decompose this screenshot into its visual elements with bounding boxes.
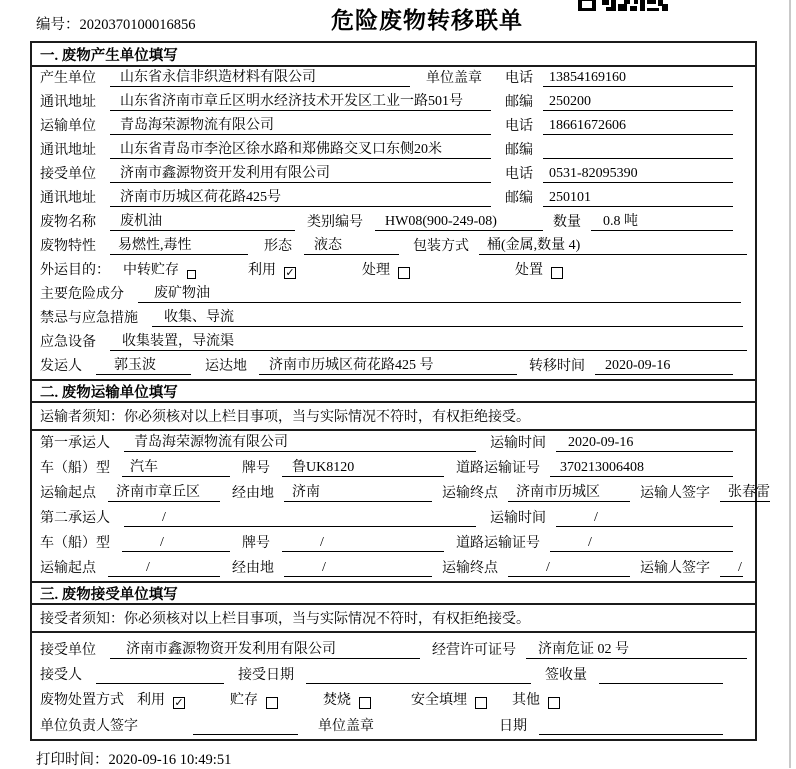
address-label: 通讯地址 [40,95,96,110]
carrier-sign-2-value: / [720,560,743,577]
destination-label: 运达地 [205,359,247,374]
producer-zip-value: 250200 [543,94,733,111]
accept-date-value [306,668,531,684]
accept-unit-value: 济南市鑫源物资开发利用有限公司 [110,638,420,659]
disposal-option-other [512,689,560,709]
purpose-option-dispose [515,259,563,279]
first-carrier-value: 青岛海荣源物流有限公司 [124,431,476,452]
row-disposal-method [32,688,755,713]
date-value [539,719,723,735]
checkbox-incinerate [359,697,371,709]
row-waste-character [32,235,755,259]
vehicle-type-value: 汽车 [122,456,230,477]
manifest-form [30,41,770,741]
zip-label: 邮编 [505,191,533,206]
consignor-value: 郭玉波 [96,354,191,375]
row-vehicle-1 [32,456,755,481]
second-carrier-value: / [124,510,476,527]
disposal-option-store [230,689,278,709]
checkbox-store [266,697,278,709]
second-carrier-label: 第二承运人 [40,511,110,526]
waste-name-value: 废机油 [110,210,295,231]
receiver-phone-value: 0531-82095390 [543,166,733,183]
row-receiver-unit [32,163,755,187]
via-2-value: / [284,560,432,577]
destination-value: 济南市历城区荷花路425 号 [259,354,517,375]
phone-label: 电话 [505,71,533,86]
origin-label: 运输起点 [40,486,96,501]
producer-unit-label: 产生单位 [40,71,96,86]
plate-no-2-value: / [282,535,444,552]
address-label: 通讯地址 [40,191,96,206]
acceptor-value [96,668,224,684]
emergency-equipment-value: 收集装置，导流渠 [110,330,747,351]
row-receiver-address [32,187,755,211]
row-emergency-measures [32,307,755,331]
vehicle-type-label: 车（船）型 [40,461,110,476]
receipt-qty-label: 签收量 [545,668,587,683]
packing-value: 桶(金属,数量 4) [479,234,747,255]
receiver-zip-value: 250101 [543,190,733,207]
row-second-carrier [32,506,755,531]
transport-time-label: 运输时间 [490,511,546,526]
row-route-2 [32,556,755,581]
qr-code-icon [578,0,668,11]
transport-time-2-value: / [556,510,733,527]
transport-time-label: 运输时间 [490,436,546,451]
transport-phone-value: 18661672606 [543,118,733,135]
endpoint-2-value: / [508,560,630,577]
row-hazard-component [32,283,755,307]
row-transport-address [32,139,755,163]
producer-address-value: 山东省济南市章丘区明水经济技术开发区工业一路501号 [110,90,491,111]
option-label: 利用 [248,263,276,278]
hazard-component-label: 主要危险成分 [40,287,124,302]
hazard-component-value: 废矿物油 [138,282,741,303]
carrier-sign-value: 张春雷 [720,481,770,502]
transport-unit-value: 青岛海荣源物流有限公司 [110,114,491,135]
unit-seal-label: 单位盖章 [426,71,482,86]
row-producer-address [32,91,755,115]
row-waste-name [32,211,755,235]
via-label: 经由地 [232,486,274,501]
row-consignor [32,355,755,379]
option-label: 处理 [362,263,390,278]
option-label: 贮存 [230,693,258,708]
zip-label: 邮编 [505,95,533,110]
packing-label: 包装方式 [413,239,469,254]
vehicle-type-label: 车（船）型 [40,536,110,551]
waste-character-label: 废物特性 [40,239,96,254]
accept-unit-label: 接受单位 [40,643,96,658]
address-label: 通讯地址 [40,143,96,158]
checkbox-utilize: ✓ [174,696,184,709]
doc-number-label: 编号： [36,17,80,33]
unit-seal-label: 单位盖章 [318,719,374,734]
business-permit-label: 经营许可证号 [432,643,516,658]
carrier-sign-label: 运输人签字 [640,486,710,501]
row-first-carrier [32,431,755,456]
emergency-measures-label: 禁忌与应急措施 [40,311,138,326]
receiver-unit-value: 济南市鑫源物资开发利用有限公司 [110,162,491,183]
plate-no-value: 鲁UK8120 [282,456,444,477]
receiver-address-value: 济南市历城区荷花路425号 [110,186,491,207]
disposal-method-label: 废物处置方式 [40,693,124,708]
row-transfer-purpose [32,259,755,283]
endpoint-value: 济南市历城区 [508,481,630,502]
option-label: 焚烧 [323,693,351,708]
plate-no-label: 牌号 [242,536,270,551]
consignor-label: 发运人 [40,359,82,374]
emergency-measures-value: 收集、导流 [152,306,743,327]
section-3-header: 三. 废物接受单位填写 [32,581,755,605]
via-value: 济南 [284,481,432,502]
option-label: 利用 [137,693,165,708]
transport-time-value: 2020-09-16 [556,435,733,452]
checkbox-dispose [551,267,563,279]
phone-label: 电话 [505,167,533,182]
road-permit-value: 370213006408 [550,460,733,477]
transfer-time-value: 2020-09-16 [595,358,733,375]
print-time [36,748,796,769]
transport-zip-value [543,143,733,159]
via-label: 经由地 [232,561,274,576]
purpose-option-utilize [248,259,296,279]
road-permit-label: 道路运输证号 [456,536,540,551]
print-time-label: 打印时间： [36,752,109,768]
producer-phone-value: 13854169160 [543,70,733,87]
endpoint-label: 运输终点 [442,486,498,501]
origin-label: 运输起点 [40,561,96,576]
waste-name-label: 废物名称 [40,215,96,230]
form-state-value: 液态 [304,234,399,255]
origin-2-value: / [108,560,220,577]
category-code-label: 类别编号 [307,215,363,230]
emergency-equipment-label: 应急设备 [40,335,96,350]
origin-value: 济南市章丘区 [108,481,220,502]
purpose-option-storage [123,259,196,279]
row-accept-unit [32,633,755,663]
business-permit-value: 济南危证 02 号 [526,638,747,659]
carrier-sign-label: 运输人签字 [640,561,710,576]
transport-unit-label: 运输单位 [40,119,96,134]
phone-label: 电话 [505,119,533,134]
row-route-1 [32,481,770,506]
first-carrier-label: 第一承运人 [40,436,110,451]
doc-number-value: 2020370100016856 [79,17,196,33]
transfer-purpose-label: 外运目的： [40,263,110,278]
category-code-value: HW08(900-249-08) [375,214,543,231]
road-permit-label: 道路运输证号 [456,461,540,476]
receiver-unit-label: 接受单位 [40,167,96,182]
head-signature-label: 单位负责人签字 [40,719,138,734]
form-state-label: 形态 [264,239,292,254]
checkbox-storage [187,270,196,279]
row-producer-unit [32,67,755,91]
document-header [0,0,796,41]
row-vehicle-2 [32,531,755,556]
disposal-option-landfill [411,689,487,709]
doc-number [36,13,196,34]
row-emergency-equipment [32,331,755,355]
head-signature-value [193,719,298,735]
acceptor-label: 接受人 [40,668,82,683]
producer-unit-value: 山东省永信非织造材料有限公司 [110,66,410,87]
receipt-qty-value [599,668,723,684]
quantity-value: 0.8 吨 [591,210,733,231]
option-label: 安全填埋 [411,693,467,708]
checkbox-other [548,697,560,709]
option-label: 中转贮存 [123,263,179,278]
disposal-option-utilize [137,689,185,709]
page-edge-line [789,0,791,768]
disposal-option-incinerate [323,689,371,709]
checkbox-landfill [475,697,487,709]
transfer-time-label: 转移时间 [529,359,585,374]
option-label: 处置 [515,263,543,278]
vehicle-type-2-value: / [122,535,230,552]
endpoint-label: 运输终点 [442,561,498,576]
receiver-notice: 接受者须知：你必须核对以上栏目事项，当与实际情况不符时，有权拒绝接受。 [32,605,755,633]
zip-label: 邮编 [505,143,533,158]
accept-date-label: 接受日期 [238,668,294,683]
row-transport-unit [32,115,755,139]
checkbox-treat [398,267,410,279]
purpose-option-treat [362,259,410,279]
section-1-header: 一. 废物产生单位填写 [32,43,755,67]
transport-address-value: 山东省青岛市李沧区徐水路和郑佛路交叉口东侧20米 [110,138,491,159]
print-time-value: 2020-09-16 10:49:51 [108,752,232,768]
checkbox-utilize: ✓ [285,266,295,279]
section-2-header: 二. 废物运输单位填写 [32,379,755,403]
quantity-label: 数量 [553,215,581,230]
road-permit-2-value: / [550,535,733,552]
plate-no-label: 牌号 [242,461,270,476]
row-acceptor [32,663,755,688]
page-title: 危险废物转移联单 [331,8,523,33]
waste-character-value: 易燃性,毒性 [110,234,248,255]
row-head-signature [32,713,755,739]
date-label: 日期 [499,719,527,734]
transporter-notice: 运输者须知：你必须核对以上栏目事项，当与实际情况不符时，有权拒绝接受。 [32,403,755,431]
option-label: 其他 [512,693,540,708]
